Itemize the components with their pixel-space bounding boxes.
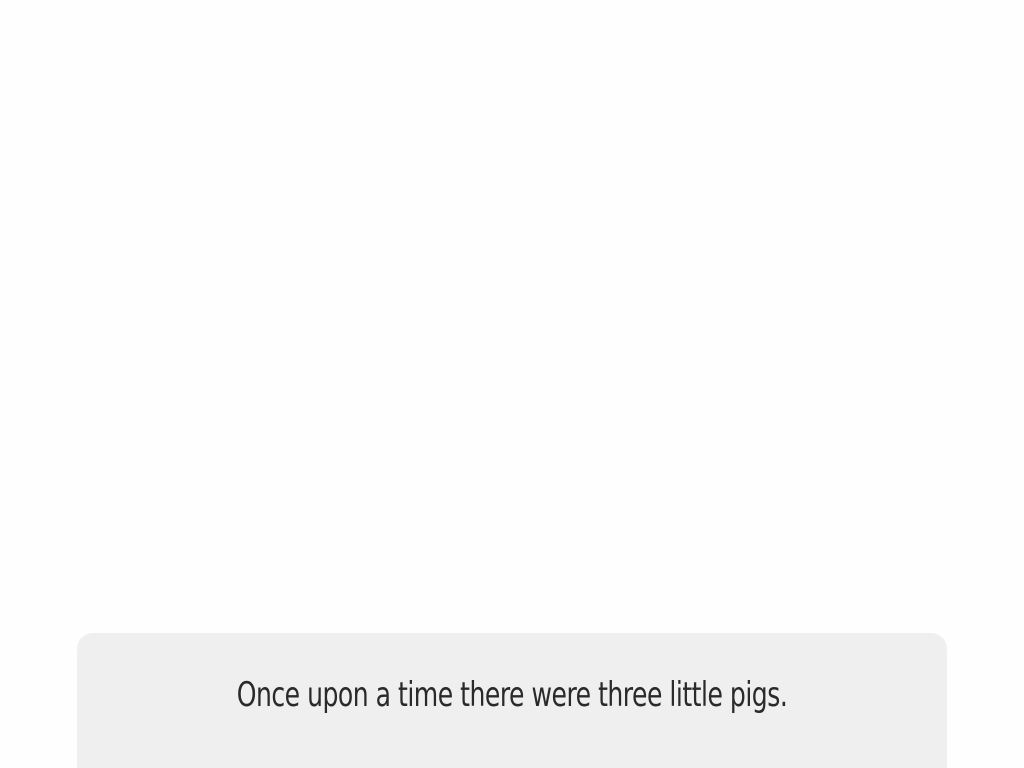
story-caption: Once upon a time there were three little pigs. bbox=[236, 675, 788, 715]
caption-panel bbox=[77, 633, 947, 768]
